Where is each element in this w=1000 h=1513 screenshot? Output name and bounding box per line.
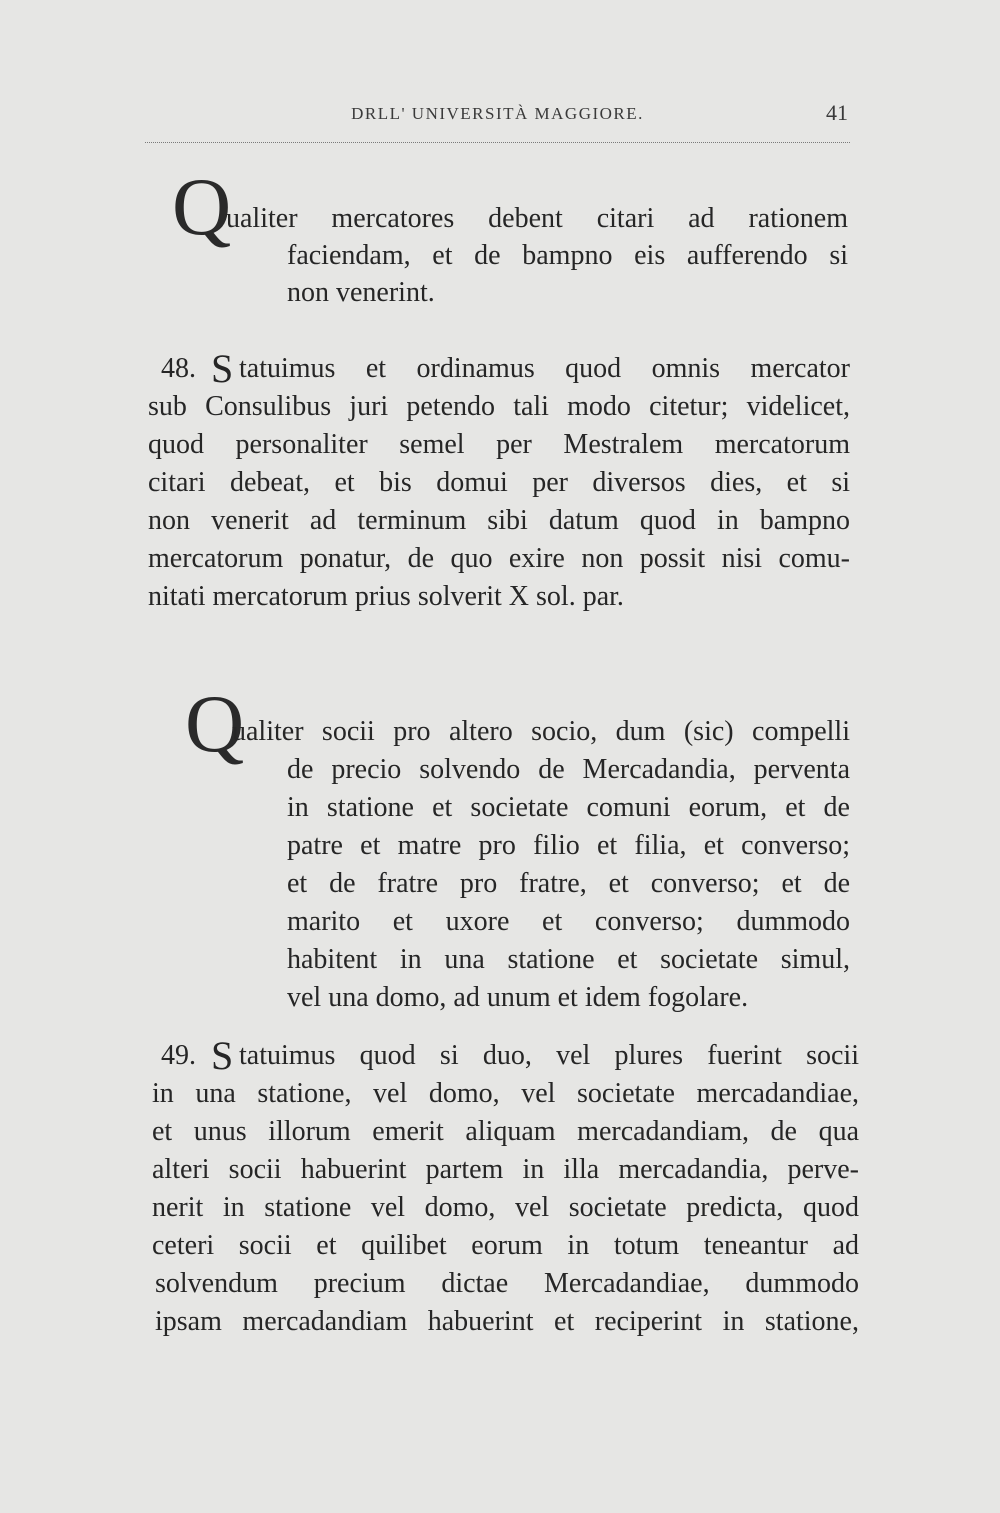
text-line: non venerit ad terminum sibi datum quod in bampno xyxy=(148,505,850,536)
text-line: quod personaliter semel per Mestralem mercatorum xyxy=(148,429,850,460)
paragraph-number: 48. xyxy=(161,353,196,384)
text-line: solvendum precium dictae Mercadandiae, dummodo xyxy=(155,1268,859,1299)
page-number: 41 xyxy=(826,100,848,125)
drop-cap-q: Q xyxy=(172,161,232,252)
heading-line: vel una domo, ad unum et idem fogolare. xyxy=(287,982,749,1013)
text-line: ceteri socii et quilibet eorum in totum teneantur ad xyxy=(152,1230,859,1261)
text-line: tatuimus quod si duo, vel plures fuerint socii xyxy=(239,1040,859,1071)
initial-letter: S xyxy=(211,1033,234,1078)
heading-line: marito et uxore et converso; dummodo xyxy=(287,906,850,937)
text-line: mercatorum ponatur, de quo exire non possit nisi comu- xyxy=(148,543,850,574)
heading-line: ualiter mercatores debent citari ad rationem xyxy=(226,203,848,234)
running-head xyxy=(145,100,850,140)
text-line: tatuimus et ordinamus quod omnis mercator xyxy=(239,353,850,384)
heading-line: non venerint. xyxy=(287,277,435,308)
heading-line: in statione et societate comuni eorum, et de xyxy=(287,792,850,823)
text-line: nitati mercatorum prius solverit X sol. par. xyxy=(148,581,624,612)
heading-line: ualiter socii pro altero socio, dum (sic) compelli xyxy=(232,716,850,747)
text-line: et unus illorum emerit aliquam mercadandiam, de qua xyxy=(152,1116,859,1147)
initial-letter: S xyxy=(211,346,234,391)
heading-line: habitent in una statione et societate simul, xyxy=(287,944,850,975)
text-line: ipsam mercadandiam habuerint et reciperint in statione, xyxy=(155,1306,859,1337)
drop-cap-q: Q xyxy=(185,678,245,769)
text-line: alteri socii habuerint partem in illa mercadandia, perve- xyxy=(152,1154,859,1185)
text-line: nerit in statione vel domo, vel societate predicta, quod xyxy=(152,1192,859,1223)
running-title: DRLL' UNIVERSITÀ MAGGIORE. xyxy=(351,104,644,123)
heading-line: faciendam, et de bampno eis aufferendo si xyxy=(287,240,848,271)
heading-line: patre et matre pro filio et filia, et converso; xyxy=(287,830,850,861)
text-line: in una statione, vel domo, vel societate mercadandiae, xyxy=(152,1078,859,1109)
text-line: sub Consulibus juri petendo tali modo citetur; videlicet, xyxy=(148,391,850,422)
heading-line: et de fratre pro fratre, et converso; et de xyxy=(287,868,850,899)
heading-line: de precio solvendo de Mercadandia, perventa xyxy=(287,754,850,785)
paragraph-number: 49. xyxy=(161,1040,196,1071)
text-line: citari debeat, et bis domui per diversos dies, et si xyxy=(148,467,850,498)
header-rule xyxy=(145,142,850,143)
